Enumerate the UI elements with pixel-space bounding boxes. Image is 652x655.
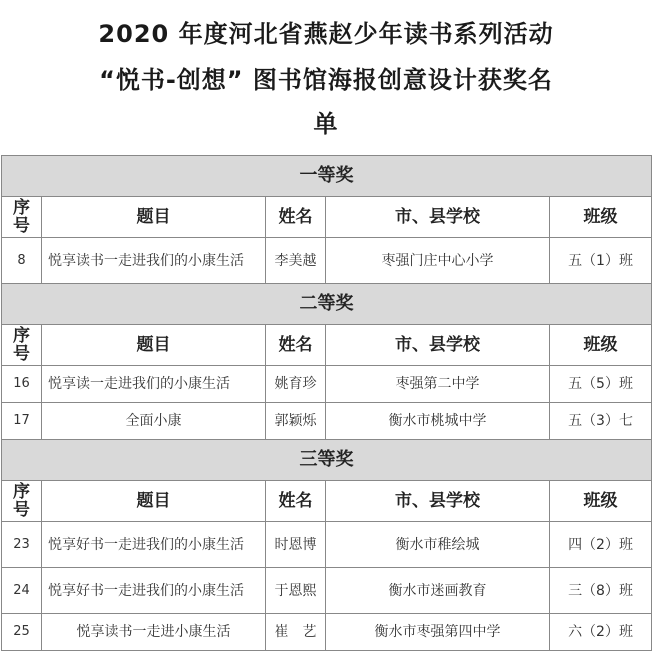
- table-row: [2, 403, 652, 440]
- header-class: 班级: [550, 481, 652, 522]
- column-header-row: [2, 197, 652, 238]
- document-title-line-3: 单: [313, 110, 339, 138]
- cell-school: 衡水市迷画教育: [326, 568, 550, 614]
- cell-name: 李美越: [266, 238, 326, 284]
- section-title: 二等奖: [2, 284, 652, 325]
- header-seq: 序号: [2, 325, 42, 366]
- cell-seq: 17: [2, 403, 42, 440]
- cell-class: 四（2）班: [550, 522, 652, 568]
- cell-class: 五（3）七: [550, 403, 652, 440]
- cell-name: 时恩博: [266, 522, 326, 568]
- header-seq: 序号: [2, 197, 42, 238]
- document-title-line-2: “悦书-创想” 图书馆海报创意设计获奖名: [99, 66, 553, 94]
- document-title-line-1: 2020 年度河北省燕赵少年读书系列活动: [98, 20, 554, 48]
- cell-class: 五（1）班: [550, 238, 652, 284]
- header-name: 姓名: [266, 197, 326, 238]
- table-row: [2, 568, 652, 614]
- header-class: 班级: [550, 325, 652, 366]
- cell-name: 姚育珍: [266, 366, 326, 403]
- cell-seq: 23: [2, 522, 42, 568]
- table-row: [2, 522, 652, 568]
- cell-seq: 16: [2, 366, 42, 403]
- cell-class: 六（2）班: [550, 614, 652, 651]
- table-row: [2, 614, 652, 651]
- cell-name: 于恩熙: [266, 568, 326, 614]
- column-header-row: [2, 325, 652, 366]
- cell-seq: 25: [2, 614, 42, 651]
- award-table: [1, 155, 652, 651]
- cell-class: 三（8）班: [550, 568, 652, 614]
- section-title: 一等奖: [2, 156, 652, 197]
- header-school: 市、县学校: [326, 197, 550, 238]
- header-class: 班级: [550, 197, 652, 238]
- header-name: 姓名: [266, 481, 326, 522]
- header-name: 姓名: [266, 325, 326, 366]
- column-header-row: [2, 481, 652, 522]
- table-row: [2, 366, 652, 403]
- header-school: 市、县学校: [326, 481, 550, 522]
- cell-name: 崔 艺: [266, 614, 326, 651]
- cell-school: 衡水市桃城中学: [326, 403, 550, 440]
- cell-topic: 全面小康: [42, 403, 266, 440]
- cell-class: 五（5）班: [550, 366, 652, 403]
- cell-seq: 8: [2, 238, 42, 284]
- cell-school: 枣强门庄中心小学: [326, 238, 550, 284]
- header-topic: 题目: [42, 325, 266, 366]
- cell-topic: 悦享读书一走进小康生活: [42, 614, 266, 651]
- cell-topic: 悦享读一走进我们的小康生活: [42, 366, 266, 403]
- cell-name: 郭颖烁: [266, 403, 326, 440]
- cell-topic: 悦享好书一走进我们的小康生活: [42, 568, 266, 614]
- header-school: 市、县学校: [326, 325, 550, 366]
- table-row: [2, 238, 652, 284]
- section-header-row: [2, 284, 652, 325]
- cell-school: 衡水市枣强第四中学: [326, 614, 550, 651]
- section-header-row: [2, 156, 652, 197]
- header-topic: 题目: [42, 481, 266, 522]
- cell-school: 枣强第二中学: [326, 366, 550, 403]
- cell-topic: 悦享读书一走进我们的小康生活: [42, 238, 266, 284]
- section-header-row: [2, 440, 652, 481]
- cell-seq: 24: [2, 568, 42, 614]
- section-title: 三等奖: [2, 440, 652, 481]
- header-topic: 题目: [42, 197, 266, 238]
- cell-topic: 悦享好书一走进我们的小康生活: [42, 522, 266, 568]
- cell-school: 衡水市稚绘城: [326, 522, 550, 568]
- header-seq: 序号: [2, 481, 42, 522]
